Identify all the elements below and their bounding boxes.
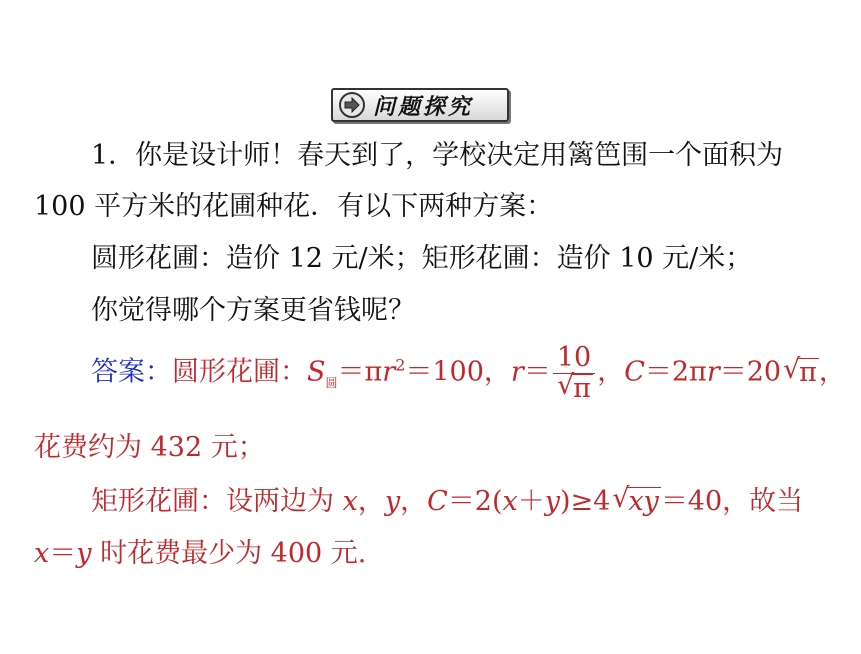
question-line-4: 你觉得哪个方案更省钱呢？	[91, 295, 415, 326]
answer-line-1: 答案：圆形花圃：$S_圆=\pi r^2=100$，r＝ 10 √ π ，C＝2πr＝20√ π，	[91, 343, 846, 403]
question-line-3: 圆形花圃：造价 12 元/米；矩形花圃：造价 10 元/米；	[91, 243, 753, 274]
radical: √ π	[571, 374, 593, 403]
radical: √ xy	[626, 487, 660, 516]
answer-label: 答案：	[91, 356, 172, 388]
answer-line-3: 矩形花圃：设两边为 x，y，C＝2(x＋y)≥4√ xy＝40，故当	[91, 486, 803, 518]
radical: √ π	[797, 358, 819, 387]
arrow-right-icon	[337, 90, 367, 120]
answer-line-4: x＝y 时花费最少为 400 元.	[34, 538, 367, 569]
answer-line-2: 花费约为 432 元；	[34, 432, 265, 463]
question-line-1: 1．你是设计师！春天到了，学校决定用篱笆围一个面积为	[91, 140, 784, 171]
fraction: 10 √ π	[553, 343, 595, 403]
section-badge	[331, 88, 509, 122]
section-title: 问题探究	[373, 94, 474, 120]
question-line-2: 100 平方米的花圃种花．有以下两种方案：	[34, 191, 554, 222]
